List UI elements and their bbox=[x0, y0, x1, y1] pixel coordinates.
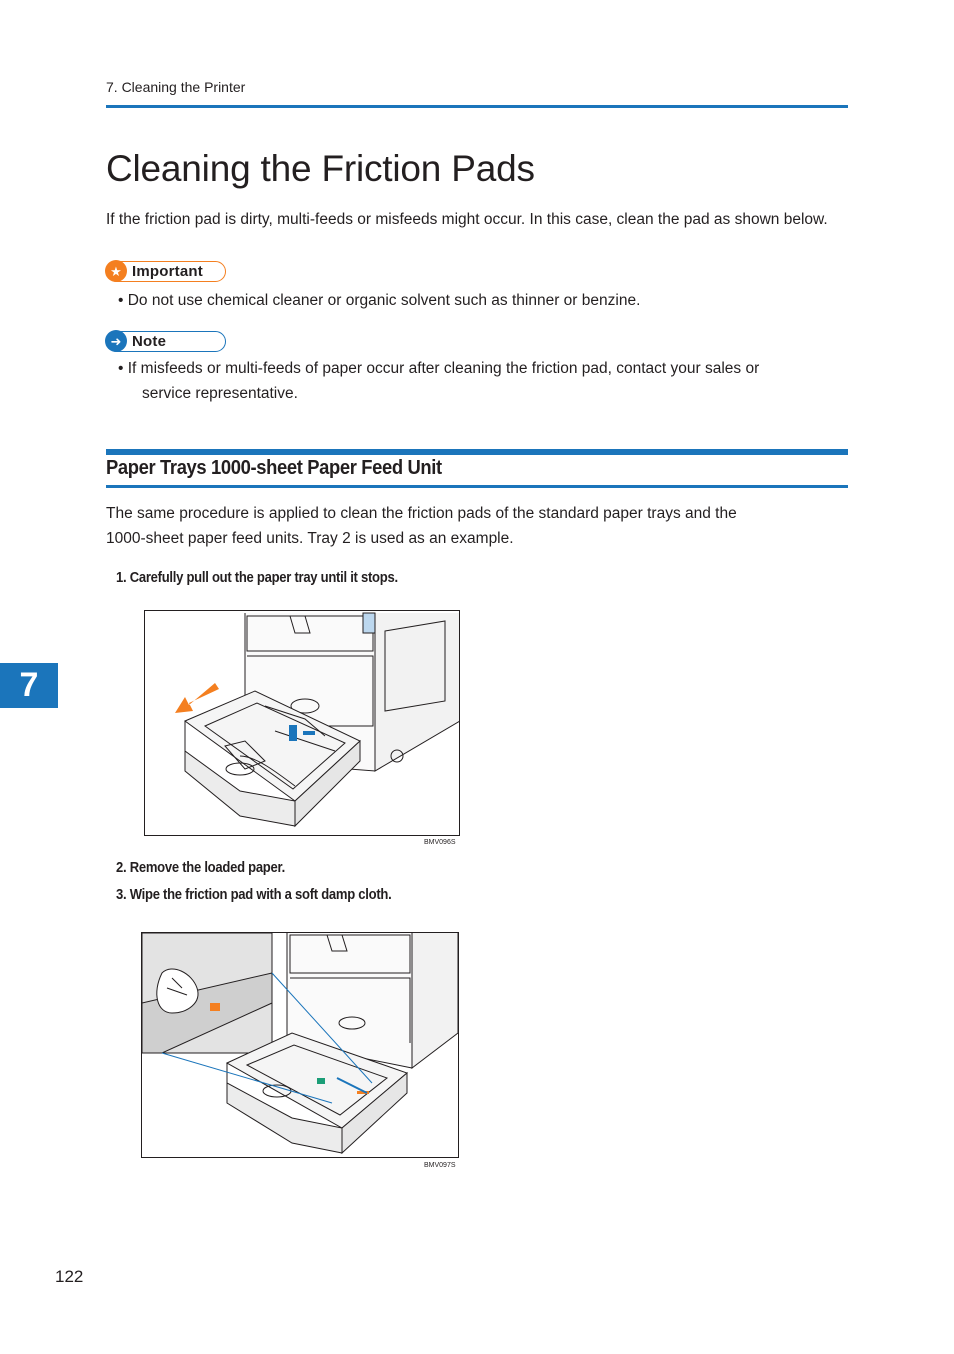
intro-paragraph: If the friction pad is dirty, multi-feeds or misfeeds might occur. In this case, clean the pad as shown below. bbox=[106, 211, 828, 228]
arrow-down-icon: ➜ bbox=[105, 330, 127, 352]
note-item-line2: service representative. bbox=[142, 385, 298, 402]
section-rule-top bbox=[106, 449, 848, 455]
figure-code-1: BMV096S bbox=[424, 839, 456, 846]
chapter-tab: 7 bbox=[0, 663, 58, 708]
page-title: Cleaning the Friction Pads bbox=[106, 148, 535, 189]
printer-tray-illustration bbox=[145, 611, 459, 835]
important-item: • Do not use chemical cleaner or organic solvent such as thinner or benzine. bbox=[118, 292, 641, 309]
important-badge bbox=[106, 261, 226, 282]
step-2: 2. Remove the loaded paper. bbox=[116, 860, 285, 876]
page-number: 122 bbox=[55, 1267, 84, 1286]
running-head: 7. Cleaning the Printer bbox=[106, 79, 246, 95]
note-badge bbox=[106, 331, 226, 352]
important-label: Important bbox=[132, 263, 203, 280]
section-paragraph-line2: 1000-sheet paper feed units. Tray 2 is used as an example. bbox=[106, 530, 514, 547]
figure-pull-tray bbox=[144, 610, 460, 836]
section-paragraph bbox=[106, 501, 737, 551]
note-label: Note bbox=[132, 333, 167, 350]
section-paragraph-line1: The same procedure is applied to clean the friction pads of the standard paper trays and the bbox=[106, 505, 737, 522]
section-rule-bottom bbox=[106, 485, 848, 488]
step-3: 3. Wipe the friction pad with a soft damp cloth. bbox=[116, 887, 392, 903]
star-icon: ★ bbox=[105, 260, 127, 282]
section-heading: Paper Trays 1000-sheet Paper Feed Unit bbox=[106, 457, 442, 479]
figure-code-2: BMV097S bbox=[424, 1162, 456, 1169]
header-rule bbox=[106, 105, 848, 108]
note-item-line1: • If misfeeds or multi-feeds of paper occur after cleaning the friction pad, contact your sales or bbox=[118, 360, 760, 377]
figure-wipe-pad bbox=[141, 932, 459, 1158]
friction-pad-illustration bbox=[142, 933, 458, 1157]
note-item bbox=[118, 356, 759, 406]
step-1: 1. Carefully pull out the paper tray until it stops. bbox=[116, 570, 398, 586]
